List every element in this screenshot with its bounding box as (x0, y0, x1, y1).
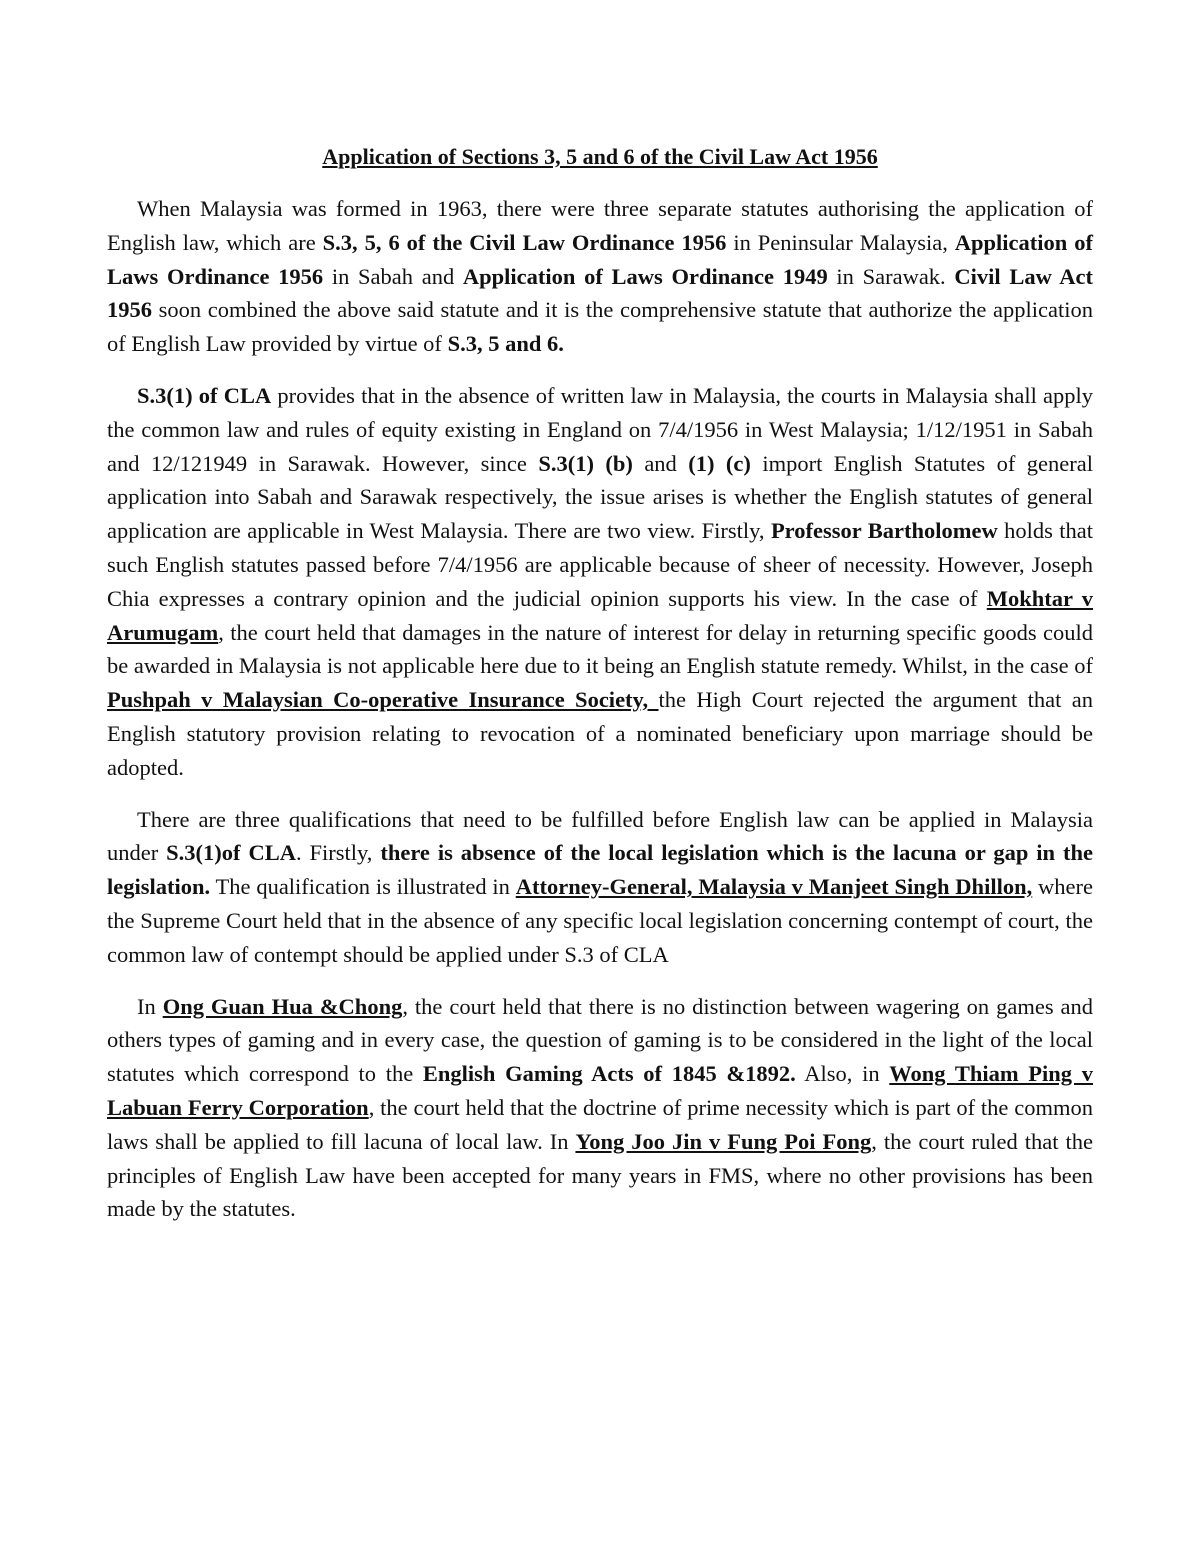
bold-term: Application of Laws Ordinance 1956 (107, 229, 1093, 289)
bold-term: Civil Law Act 1956 (107, 263, 1094, 323)
body-text-run: , the court ruled that the principles of English Law have been accepted for many years in FMS, where no other provisions has been made by the statutes. (107, 1128, 1093, 1222)
body-text-run: , the court held that damages in the nature of interest for delay in returning specific goods could be awarded in Malaysia is not applicable here due to it being an English statute remedy. Whilst, in the case of (107, 619, 1093, 679)
bold-term: there is absence of the local legislation which is the lacuna or gap in the legislation. (107, 840, 1093, 900)
body-text-run: provides that in the absence of written law in Malaysia, the courts in Malaysia shall apply the common law and rules of equity existing in England on 7/4/1956 in West Malaysia; 1/12/1951 in Sabah and 12/121949 in Sarawak. However, since (107, 382, 1093, 476)
body-text-run: soon combined the above said statute and it is the comprehensive statute that authorize the application of English Law provided by virtue of (107, 297, 1093, 357)
case-name: Yong Joo Jin v Fung Poi Fong (575, 1128, 872, 1154)
bold-term: Professor Bartholomew (770, 518, 998, 544)
bold-term: (1) (c) (688, 450, 751, 476)
body-text-run: import English Statutes of general application into Sabah and Sarawak respectively, the issue arises is whether the English statutes of general application are applicable in West Malaysia. There are two view. Firstly, (107, 450, 1093, 544)
body-text-run: holds that such English statutes passed before 7/4/1956 are applicable because of sheer of necessity. However, Joseph Chia expresses a contrary opinion and the judicial opinion supports his view. In the case of (107, 518, 1094, 611)
paragraph (107, 379, 1093, 785)
body-text-run: . Firstly, (295, 840, 381, 866)
bold-term: English Gaming Acts of 1845 &1892. (422, 1061, 796, 1087)
paragraph (107, 803, 1093, 972)
case-name: Mokhtar v Arumugam (107, 585, 1093, 645)
paragraph (107, 990, 1093, 1227)
bold-term: S.3(1) (b) (538, 450, 633, 476)
paragraph (107, 192, 1093, 361)
body-text-run: In (137, 993, 163, 1019)
case-name: Ong Guan Hua &Chong (162, 993, 403, 1019)
body-text-run: , the court held that the doctrine of prime necessity which is part of the common laws shall be applied to fill lacuna of local law. In (107, 1094, 1093, 1154)
case-name: Pushpah v Malaysian Co-operative Insurance Society, (107, 687, 659, 713)
body-text-run: The qualification is illustrated in (210, 874, 516, 900)
document-title: Application of Sections 3, 5 and 6 of the Civil Law Act 1956 (322, 144, 878, 169)
body-text-run: where the Supreme Court held that in the absence of any specific local legislation concerning contempt of court, the common law of contempt should be applied under S.3 of CLA (107, 874, 1093, 967)
body-text-run: Also, in (795, 1061, 890, 1087)
case-name: Attorney-General, Malaysia v Manjeet Singh Dhillon, (515, 874, 1033, 900)
body-text-run: in Sabah and (323, 263, 463, 289)
body-text-run: , the court held that there is no distinction between wagering on games and others types of gaming and in every case, the question of gaming is to be considered in the light of the local statutes which correspond to the (107, 993, 1094, 1087)
case-name: Wong Thiam Ping v Labuan Ferry Corporation (107, 1061, 1094, 1120)
document-page (107, 140, 1093, 1244)
document-body (107, 192, 1093, 1226)
body-text-run: in Peninsular Malaysia, (726, 229, 955, 255)
bold-term: S.3, 5 and 6. (447, 331, 564, 357)
body-text-run: and (632, 450, 689, 476)
body-text-run: When Malaysia was formed in 1963, there were three separate statutes authorising the application of English law, which are (107, 196, 1093, 255)
bold-term: S.3, 5, 6 of the Civil Law Ordinance 1956 (322, 229, 727, 255)
bold-term: S.3(1)of CLA (166, 840, 296, 866)
body-text-run: the High Court rejected the argument that an English statutory provision relating to revocation of a nominated beneficiary upon marriage should be adopted. (107, 687, 1093, 780)
bold-term: Application of Laws Ordinance 1949 (462, 263, 828, 289)
bold-term: S.3(1) of CLA (137, 382, 272, 408)
body-text-run: in Sarawak. (827, 263, 955, 289)
body-text-run: There are three qualifications that need to be fulfilled before English law can be applied in Malaysia under (107, 806, 1093, 866)
